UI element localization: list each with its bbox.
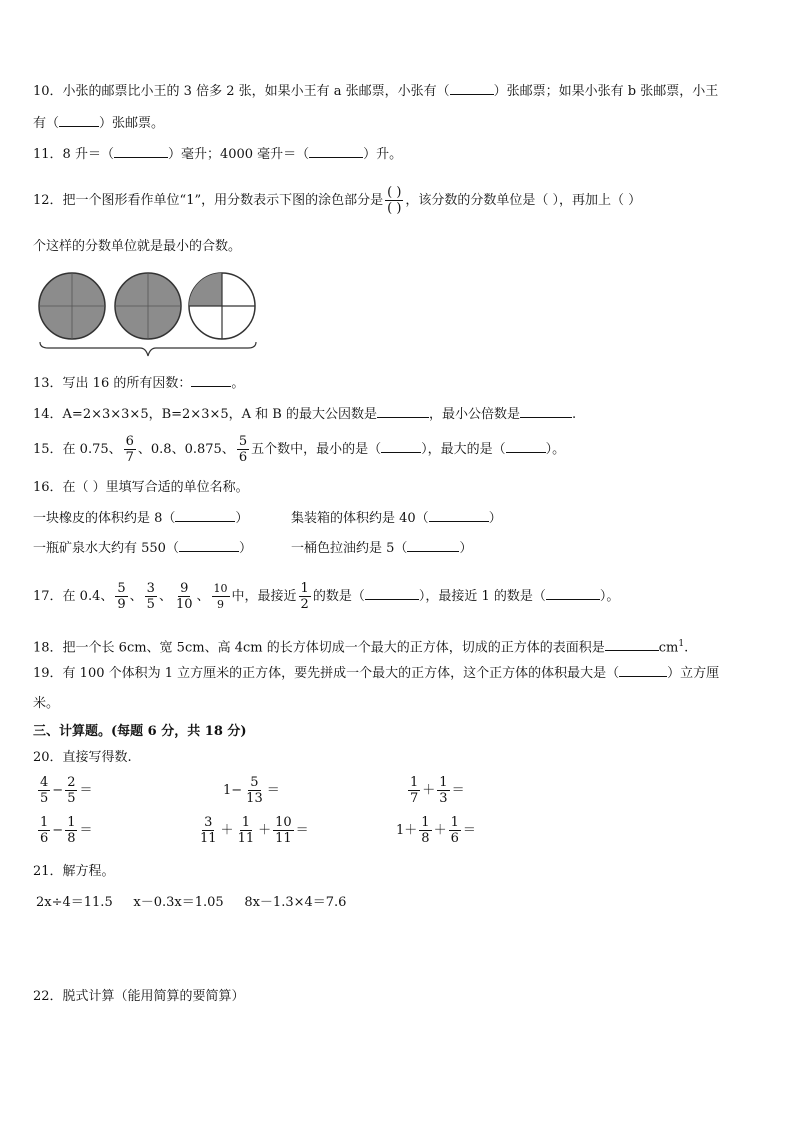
text: ） [238,541,252,556]
text: 3 [204,815,213,830]
text: 1＋ [396,823,418,838]
fraction [38,815,50,846]
text: 1 [67,815,76,830]
text: 6 [238,450,248,465]
text[interactable]: ( ) [387,185,402,200]
q20-expr5 [196,812,309,850]
text: 10 [213,582,228,595]
text: − [52,823,64,838]
q16-blank3[interactable] [179,539,239,552]
q12-line2: 个这样的分数单位就是最小的合数。 [33,239,242,254]
q11-blank2[interactable] [309,145,363,158]
text: 2 [300,597,309,612]
circle-2 [115,273,181,339]
text: ＝ [295,823,309,838]
q10-line1 [33,82,718,102]
text: 1 [40,815,49,830]
text: 4 [40,775,49,790]
text: ）。 [545,442,566,457]
text: 3 [146,581,155,596]
text: 的数是（ [312,589,365,604]
text: ＝ [79,823,93,838]
text: ＝ [79,783,93,798]
text: 11．8 升＝（ [33,147,114,162]
text: ＋ [422,783,436,798]
fraction [198,815,219,846]
q17-blank2[interactable] [546,587,600,600]
text: 8 [421,831,430,846]
text: 1 [421,815,430,830]
q18-blank[interactable] [605,638,659,651]
text: 6 [125,434,134,449]
text: 10．小张的邮票比小王的 3 倍多 2 张，如果小王有 a 张邮票，小张有（ [33,84,450,99]
text: 、 [158,589,172,604]
text: ，该分数的分数单位是（ ），再加上（ ） [405,193,642,208]
q16-row1-right [291,509,502,529]
text: 10 [275,815,292,830]
text: ）立方厘 [667,666,720,681]
q16-row2-right [291,539,472,559]
text: 、0.8、0.875、 [137,442,235,457]
text: ）毫升；4000 毫升＝（ [167,147,310,162]
text: 9 [217,598,225,611]
q17 [33,578,619,616]
text: 19．有 100 个体积为 1 立方厘米的正方体，要先拼成一个最大的正方体，这个正方体的体积最大是（ [33,666,620,681]
q20-expr6 [396,812,476,850]
q17-half [299,581,311,612]
q17-blank1[interactable] [365,587,419,600]
q19-line1 [33,664,719,684]
text: 有（ [33,116,60,131]
q20-expr2 [223,772,280,810]
q15 [33,432,565,468]
circle-1 [39,273,105,339]
circle-3 [189,273,255,339]
q20-expr4 [36,812,92,850]
q15-frac1 [124,434,136,465]
text: 10 [175,597,193,612]
text: 9 [117,597,126,612]
text: 中，最接近 [231,589,297,604]
text: ＝ [266,783,280,798]
text: ），最大的是（ [421,442,506,457]
text: 一瓶矿泉水大约有 550（ [33,541,179,556]
q13-blank[interactable] [191,374,231,387]
fraction [65,775,77,806]
section-3-heading: 三、计算题。(每题 6 分，共 18 分) [33,724,247,739]
text: ）升。 [363,147,403,162]
q10-line2 [33,114,164,134]
text: ）。 [599,589,620,604]
q20-title: 20．直接写得数. [33,750,132,765]
text[interactable]: ( ) [387,201,402,216]
q19-blank[interactable] [619,664,667,677]
text: 五个数中，最小的是（ [251,442,382,457]
q10-blank1[interactable] [450,82,494,95]
text: ）张邮票；如果小张有 b 张邮票，小王 [493,84,719,99]
q15-blank2[interactable] [506,440,546,453]
text: 7 [125,450,134,465]
text: 11 [200,831,217,846]
text: 、 [196,589,210,604]
text: 1 [300,581,309,596]
q17-frac4 [212,581,230,612]
text: 一桶色拉油约是 5（ [291,541,408,556]
text: 、 [129,589,143,604]
text: 13 [246,791,263,806]
q14-blank2[interactable] [520,405,572,418]
q16-row1-left [33,509,248,529]
fraction [65,815,77,846]
text: ） [235,511,249,526]
fraction [236,815,257,846]
text: 9 [180,581,189,596]
text: 1− [223,783,243,798]
q18 [33,634,688,658]
text: 5 [40,791,49,806]
text: 5 [250,775,259,790]
fraction [437,775,449,806]
q21-equations: 2x÷4＝11.5 x－0.3x＝1.05 8x－1.3×4＝7.6 [36,895,347,910]
q10-blank2[interactable] [59,114,99,127]
text: 2 [67,775,76,790]
text: ＝ [462,823,476,838]
text: ），最接近 1 的数是（ [418,589,546,604]
text: ，最小公倍数是 [428,407,520,422]
text: 8 [67,831,76,846]
q14 [33,405,576,425]
text: 集装箱的体积约是 40（ [291,511,429,526]
brace [40,342,256,356]
text: 1 [410,775,419,790]
q17-frac2 [145,581,157,612]
text: 3 [439,791,448,806]
text: 5 [238,434,248,449]
q19-line2: 米。 [33,696,60,711]
text: ）张邮票。 [99,116,165,131]
q16-blank1[interactable] [175,509,235,522]
text: 11 [275,831,292,846]
q15-frac2 [237,434,249,465]
q22-title: 22．脱式计算（能用简算的要简算） [33,989,245,1004]
q16-blank4[interactable] [407,539,459,552]
q12-fraction [385,185,403,216]
text: ＋ [258,823,272,838]
q20-expr1 [36,772,92,810]
text: . [571,407,577,422]
fraction [408,775,420,806]
q16-row2-left [33,539,252,559]
q11-blank1[interactable] [114,145,168,158]
text: 1 [450,815,459,830]
text: ） [488,511,502,526]
q13 [33,374,244,394]
q17-frac1 [115,581,127,612]
q21-title: 21．解方程。 [33,864,115,879]
text: 12．把一个图形看作单位“1”，用分数表示下图的涂色部分是 [33,193,384,208]
text: 6 [40,831,49,846]
q16-blank2[interactable] [429,509,489,522]
text: cm [658,640,679,656]
q12-circles-figure [36,266,260,358]
q16-title: 16．在（ ）里填写合适的单位名称。 [33,480,249,495]
text: 1 [678,639,685,649]
q15-blank1[interactable] [381,440,421,453]
q12-line1 [33,184,641,218]
q14-blank1[interactable] [377,405,429,418]
text: ＝ [451,783,465,798]
text: ） [459,541,473,556]
text: 6 [450,831,459,846]
q20-expr3 [406,772,465,810]
text: − [52,783,64,798]
text: 14．A=2×3×3×5，B=2×3×5，A 和 B 的最大公因数是 [33,407,377,422]
fraction [244,775,265,806]
text: 一块橡皮的体积约是 8（ [33,511,176,526]
text: 11 [237,831,255,846]
q17-frac3 [174,581,195,612]
text: ＋ [433,823,447,838]
text: . [684,640,689,656]
text: 15．在 0.75、 [33,442,122,457]
text: ＋ [220,823,234,838]
text: 7 [410,791,419,806]
text: 1 [241,815,250,830]
text: 5 [146,597,155,612]
text: 。 [231,376,245,391]
text: 13．写出 16 的所有因数： [33,376,192,391]
text: 17．在 0.4、 [33,589,114,604]
q11 [33,145,402,165]
fraction [38,775,50,806]
fraction [449,815,461,846]
text: 5 [117,581,126,596]
text: 18．把一个长 6cm、宽 5cm、高 4cm 的长方体切成一个最大的正方体，切成的正方体的表面积是 [33,640,605,656]
text: 1 [439,775,448,790]
fraction [273,815,294,846]
fraction [419,815,431,846]
text: 5 [67,791,76,806]
